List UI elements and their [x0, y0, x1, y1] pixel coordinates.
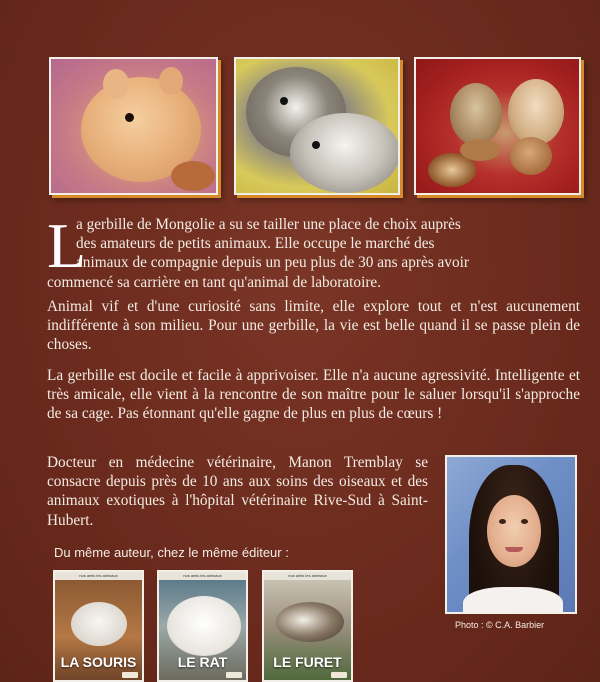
- publisher-logo: [122, 672, 138, 678]
- book-title: LE RAT: [177, 654, 228, 670]
- gerbil-photo-3: [414, 57, 581, 195]
- intro-line-2: des amateurs de petits animaux. Elle occupe le marché des: [76, 235, 435, 253]
- book-series-label: nos amis les animaux: [79, 573, 118, 578]
- book-title: LA SOURIS: [60, 654, 137, 670]
- book-series-label: nos amis les animaux: [183, 573, 222, 578]
- intro-line-3: animaux de compagnie depuis un peu plus de 30 ans après avoir: [76, 254, 469, 272]
- author-bio-paragraph: Docteur en médecine vétérinaire, Manon Tremblay se consacre depuis près de 10 ans aux soins des oiseaux et des animaux exotiques à l'hôpital vétérinaire Rive-Sud à Saint-Hubert.: [47, 454, 428, 529]
- publisher-logo: [226, 672, 242, 678]
- author-photo: [445, 455, 577, 614]
- intro-line-4: commencé sa carrière en tant qu'animal de laboratoire.: [47, 273, 382, 291]
- gerbil-photo-2: [234, 57, 400, 195]
- publisher-logo: [331, 672, 347, 678]
- docile-paragraph: La gerbille est docile et facile à apprivoiser. Elle n'a aucune agressivité. Intelligente et très amicale, elle vient à la rencontre de son maître pour le saluer lorsqu'il s'approche de sa cage. Pas étonnant qu'elle gagne de plus en plus de cœurs !: [47, 367, 580, 423]
- curiosity-paragraph: Animal vif et d'une curiosité sans limite, elle explore tout et n'est aucunement indifférente à son milieu. Pour une gerbille, la vie est belle quand il se passe plein de choses.: [47, 298, 580, 354]
- book-cover-le-rat: [157, 570, 248, 682]
- book-cover-la-souris: [53, 570, 144, 682]
- intro-paragraph: [47, 210, 580, 292]
- book-cover-le-furet: [262, 570, 353, 682]
- gerbil-photo-1: [49, 57, 218, 195]
- drop-cap: L: [47, 210, 87, 281]
- same-author-heading: Du même auteur, chez le même éditeur :: [54, 545, 289, 560]
- book-series-label: nos amis les animaux: [288, 573, 327, 578]
- book-title: LE FURET: [273, 654, 342, 670]
- photo-credit: Photo : © C.A. Barbier: [455, 620, 545, 630]
- intro-line-1: a gerbille de Mongolie a su se tailler une place de choix auprès: [76, 216, 461, 233]
